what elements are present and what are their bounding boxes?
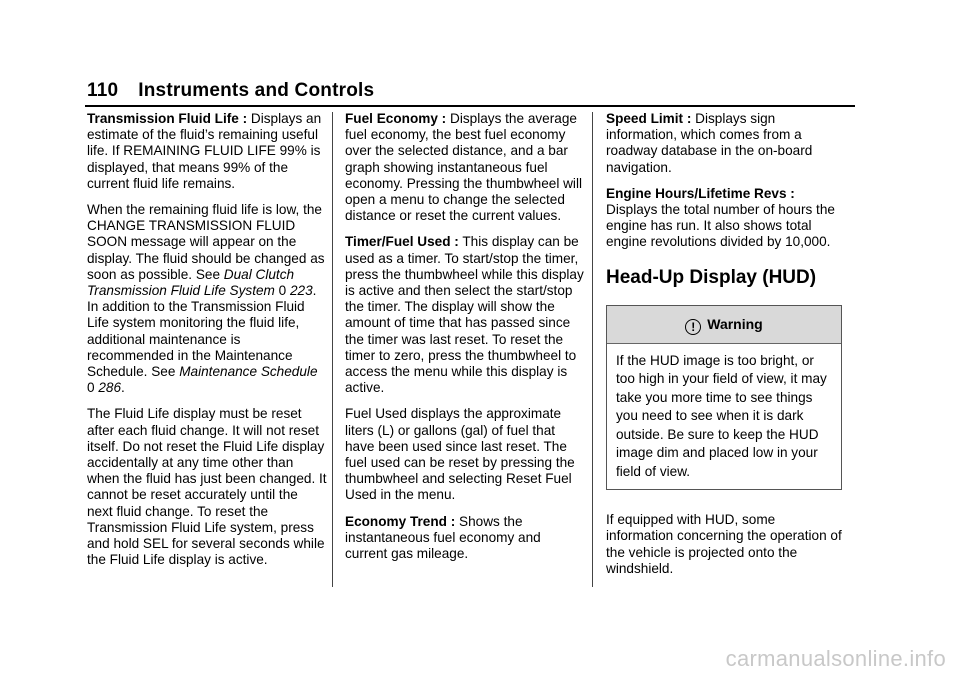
term-transmission-fluid-life: Transmission Fluid Life : bbox=[87, 111, 248, 126]
paragraph-fuel-used: Fuel Used displays the approximate liters (L) or gallons (gal) of fuel that have been used since last reset. The fuel used can be reset by pressing the thumbwheel and selecting Reset Fuel Used in the menu. bbox=[345, 406, 575, 503]
paragraph-text: . In addition to the Transmission Fluid Life system monitoring the fluid life, additional maintenance is recommended in the Maintenance Schedule. See bbox=[87, 283, 317, 380]
page-ref-arrow-icon: 0 bbox=[87, 380, 95, 396]
paragraph-text: . bbox=[121, 380, 125, 396]
paragraph-text: Displays the total number of hours the engine has run. It also shows total engine revolutions divided by 10,000. bbox=[606, 202, 835, 250]
warning-box bbox=[606, 305, 842, 491]
watermark: carmanualsonline.info bbox=[725, 646, 946, 671]
paragraph-timer bbox=[345, 234, 585, 396]
term-engine-hours: Engine Hours/Lifetime Revs : bbox=[606, 185, 795, 201]
page-ref[interactable]: 286 bbox=[98, 380, 122, 396]
warning-icon: ! bbox=[685, 319, 701, 335]
paragraph-engine-hours bbox=[606, 186, 842, 251]
warning-title: Warning bbox=[707, 315, 763, 332]
page-number: 110 bbox=[87, 80, 119, 101]
paragraph-fluid-low bbox=[87, 202, 327, 396]
paragraph-speed-limit bbox=[606, 111, 842, 176]
paragraph-text: This display can be used as a timer. To start/stop the timer, press the thumbwheel while this display is active and then select the start/stop the timer. The display will show the amount of time that has passed since the timer was last reset. To reset the timer to zero, press the thumbwheel to access the menu while this display is active. bbox=[345, 234, 584, 396]
column-3 bbox=[606, 111, 842, 587]
link-dct-fluid-life[interactable]: Dual Clutch Transmission Fluid Life System bbox=[87, 266, 295, 299]
paragraph-fluid-life bbox=[87, 111, 327, 192]
paragraph-economy-trend bbox=[345, 514, 585, 563]
paragraph-reset: The Fluid Life display must be reset after each fluid change. It will not reset itself. Do not reset the Fluid Life display accidentally at any time other than when the fluid has just been changed. It cannot be reset accurately until the next fluid change. To reset the Transmission Fluid Life system, press and hold SEL for several seconds while the Fluid Life display is active. bbox=[87, 406, 327, 568]
column-divider-2 bbox=[592, 112, 593, 587]
page-ref-arrow-icon: 0 bbox=[278, 283, 287, 299]
column-2 bbox=[345, 111, 585, 572]
term-fuel-economy: Fuel Economy : bbox=[345, 111, 447, 126]
term-speed-limit: Speed Limit : bbox=[606, 111, 692, 126]
paragraph-text: When the remaining fluid life is low, the CHANGE TRANSMISSION FLUID SOON message will appear on the display. The fluid should be changed as soon as possible. See bbox=[87, 202, 325, 282]
warning-header bbox=[607, 306, 841, 344]
section-heading-hud: Head-Up Display (HUD) bbox=[606, 266, 817, 288]
term-economy-trend: Economy Trend : bbox=[345, 513, 456, 529]
paragraph-fuel-economy bbox=[345, 111, 585, 224]
warning-text: If the HUD image is too bright, or too high in your field of view, it may take you more time to see things you need to see when it is dark outside. Be sure to keep the HUD image dim and placed low in your field of view. bbox=[616, 352, 827, 479]
paragraph-text: Displays the average fuel economy, the best fuel economy over the selected distance, and a bar graph showing instantaneous fuel economy. Pressing the thumbwheel will open a menu to change the selected distance or reset the current values. bbox=[345, 111, 582, 224]
link-maintenance-schedule[interactable]: Maintenance Schedule bbox=[179, 364, 318, 380]
term-timer-fuel-used: Timer/Fuel Used : bbox=[345, 234, 459, 250]
page-ref[interactable]: 223 bbox=[289, 283, 313, 299]
paragraph-text: Displays sign information, which comes from a roadway database in the on-board navigation. bbox=[606, 111, 813, 175]
paragraph-text: Displays an estimate of the fluid’s remaining useful life. If REMAINING FLUID LIFE 99% is displayed, that means 99% of the current fluid life remains. bbox=[87, 111, 322, 191]
header-rule bbox=[85, 105, 855, 107]
column-1 bbox=[87, 111, 327, 578]
paragraph-text: Shows the instantaneous fuel economy and current gas mileage. bbox=[345, 513, 541, 562]
page-header bbox=[87, 80, 374, 102]
column-divider-1 bbox=[332, 112, 333, 587]
section-title: Instruments and Controls bbox=[138, 80, 375, 101]
paragraph-hud: If equipped with HUD, some information concerning the operation of the vehicle is projected onto the windshield. bbox=[606, 512, 842, 576]
